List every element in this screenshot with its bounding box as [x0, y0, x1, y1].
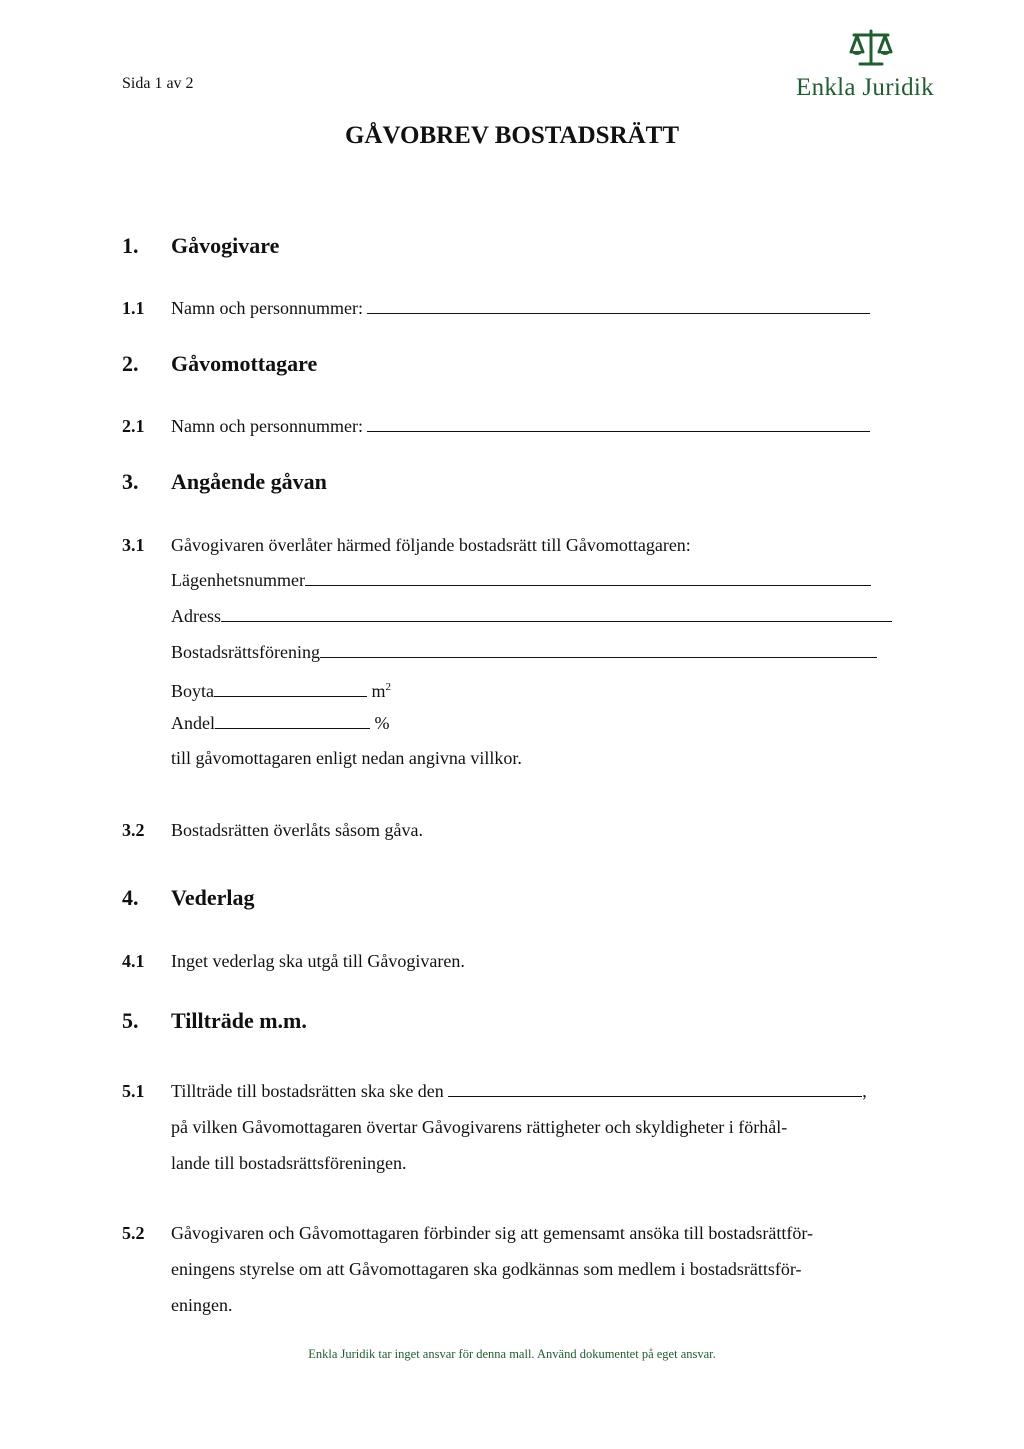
- section-heading-4: [122, 885, 255, 911]
- clause-number: 5.2: [122, 1223, 145, 1243]
- brand-name: Enkla Juridik: [796, 74, 934, 101]
- clause-number: 4.1: [122, 951, 145, 971]
- clause-text-line: lande till bostadsrättsföreningen.: [171, 1153, 407, 1173]
- brand-logo: [796, 28, 948, 104]
- section-heading-5: [122, 1008, 307, 1034]
- area-unit-exponent: 2: [385, 681, 392, 693]
- section-number: 4.: [122, 885, 139, 910]
- clause-text-line: Gåvogivaren och Gåvomottagaren förbinder sig att gemensamt ansöka till bostadsrättför-: [171, 1223, 813, 1243]
- access-date-field[interactable]: [448, 1078, 862, 1097]
- section-title: Tillträde m.m.: [171, 1008, 307, 1033]
- recipient-name-field[interactable]: [367, 413, 870, 432]
- section-heading-3: [122, 469, 327, 495]
- clause-text: Bostadsrätten överlåts såsom gåva.: [171, 820, 423, 840]
- share-label: Andel: [171, 713, 215, 733]
- area-label: Boyta: [171, 681, 214, 701]
- clause-number: 5.1: [122, 1081, 145, 1101]
- section-number: 3.: [122, 469, 139, 494]
- clause-number: 3.2: [122, 820, 145, 840]
- clause-text-line: eningens styrelse om att Gåvomottagaren ska godkännas som medlem i bostadsrättsför-: [171, 1259, 802, 1279]
- apartment-label: Lägenhetsnummer: [171, 570, 305, 590]
- clause-punctuation: ,: [862, 1081, 867, 1101]
- share-field[interactable]: [215, 710, 370, 729]
- donor-name-field[interactable]: [367, 295, 870, 314]
- donor-name-label: Namn och personnummer:: [171, 298, 363, 318]
- clause-text-line: eningen.: [171, 1295, 233, 1315]
- section-heading-1: [122, 233, 279, 259]
- clause-text-line: på vilken Gåvomottagaren övertar Gåvogivarens rättigheter och skyldigheter i förhål-: [171, 1117, 788, 1137]
- section-number: 1.: [122, 233, 139, 258]
- gift-intro-text: Gåvogivaren överlåter härmed följande bostadsrätt till Gåvomottagaren:: [171, 535, 691, 555]
- gift-outro-text: till gåvomottagaren enligt nedan angivna villkor.: [171, 748, 522, 768]
- share-unit: %: [374, 713, 390, 733]
- disclaimer-footer: Enkla Juridik tar inget ansvar för denna mall. Använd dokumentet på eget ansvar.: [308, 1347, 716, 1361]
- section-number: 2.: [122, 351, 139, 376]
- area-field[interactable]: [214, 678, 367, 697]
- scales-icon: [848, 28, 894, 68]
- access-date-label: Tillträde till bostadsrätten ska ske den: [171, 1081, 444, 1101]
- address-label: Adress: [171, 606, 221, 626]
- address-field[interactable]: [221, 603, 892, 622]
- clause-number: 1.1: [122, 298, 145, 318]
- recipient-name-label: Namn och personnummer:: [171, 416, 363, 436]
- apartment-number-field[interactable]: [305, 567, 871, 586]
- section-heading-2: [122, 351, 317, 377]
- clause-number: 2.1: [122, 416, 145, 436]
- document-title: GÅVOBREV BOSTADSRÄTT: [344, 122, 680, 149]
- association-field[interactable]: [320, 639, 877, 658]
- section-number: 5.: [122, 1008, 139, 1033]
- section-title: Vederlag: [171, 885, 255, 910]
- section-title: Angående gåvan: [171, 469, 327, 494]
- clause-text: Inget vederlag ska utgå till Gåvogivaren.: [171, 951, 465, 971]
- association-label: Bostadsrättsförening: [171, 642, 320, 662]
- section-title: Gåvogivare: [171, 233, 280, 258]
- area-unit: m: [371, 681, 386, 701]
- page-number-label: Sida 1 av 2: [122, 75, 194, 92]
- clause-number: 3.1: [122, 535, 145, 555]
- section-title: Gåvomottagare: [171, 351, 318, 376]
